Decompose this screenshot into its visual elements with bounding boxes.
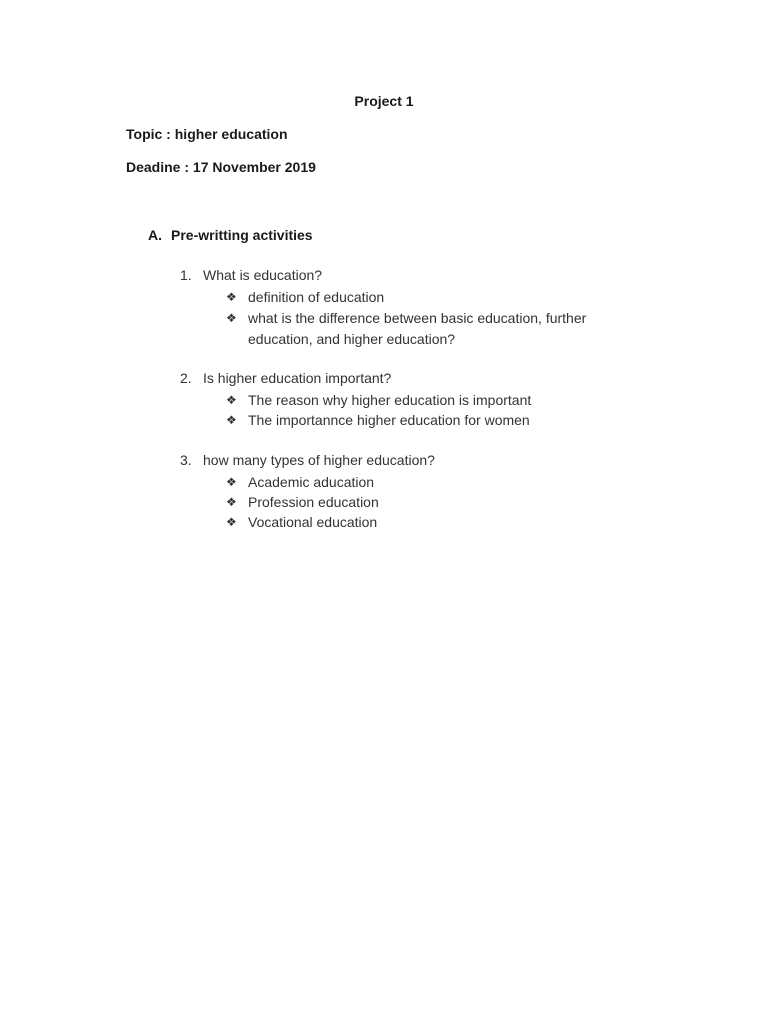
bullet-text: definition of education [248,289,385,305]
bullet-text: The reason why higher education is important [248,392,532,408]
diamond-bullet-icon: ❖ [226,413,237,427]
question-item [180,267,322,283]
topic-value: higher education [174,126,288,142]
bullet-item [226,390,628,411]
question-text: how many types of higher education? [203,452,435,468]
question-number: 3. [180,452,192,468]
document-title: Project 1 [354,93,414,109]
diamond-bullet-icon: ❖ [226,311,237,325]
deadline-label: Deadine [126,159,181,175]
diamond-bullet-icon: ❖ [226,495,237,509]
bullet-item [226,492,628,513]
bullet-item [226,512,628,533]
question-item [180,370,391,386]
bullet-text: Profession education [248,494,379,510]
bullet-text: what is the difference between basic education, further education, and higher education? [248,310,587,347]
deadline-value: 17 November 2019 [192,159,316,175]
bullet-text: Academic aducation [248,474,375,490]
question-number: 1. [180,267,192,283]
diamond-bullet-icon: ❖ [226,393,237,407]
bullet-text: The importannce higher education for women [248,412,530,428]
diamond-bullet-icon: ❖ [226,475,237,489]
bullet-item [226,308,628,349]
bullet-item [226,287,628,308]
deadline-line: Deadine : 17 November 2019 [126,159,316,175]
diamond-bullet-icon: ❖ [226,290,237,304]
diamond-bullet-icon: ❖ [226,515,237,529]
question-number: 2. [180,370,192,386]
section-letter: A. [148,227,162,243]
section-heading [148,227,313,243]
bullet-text: Vocational education [248,514,378,530]
bullet-item [226,472,628,493]
question-text: What is education? [203,267,323,283]
section-title: Pre-writting activities [171,227,313,243]
topic-line: Topic : higher education [126,126,288,142]
topic-label: Topic [126,126,163,142]
question-item [180,452,435,468]
bullet-item [226,410,628,431]
question-text: Is higher education important? [203,370,392,386]
